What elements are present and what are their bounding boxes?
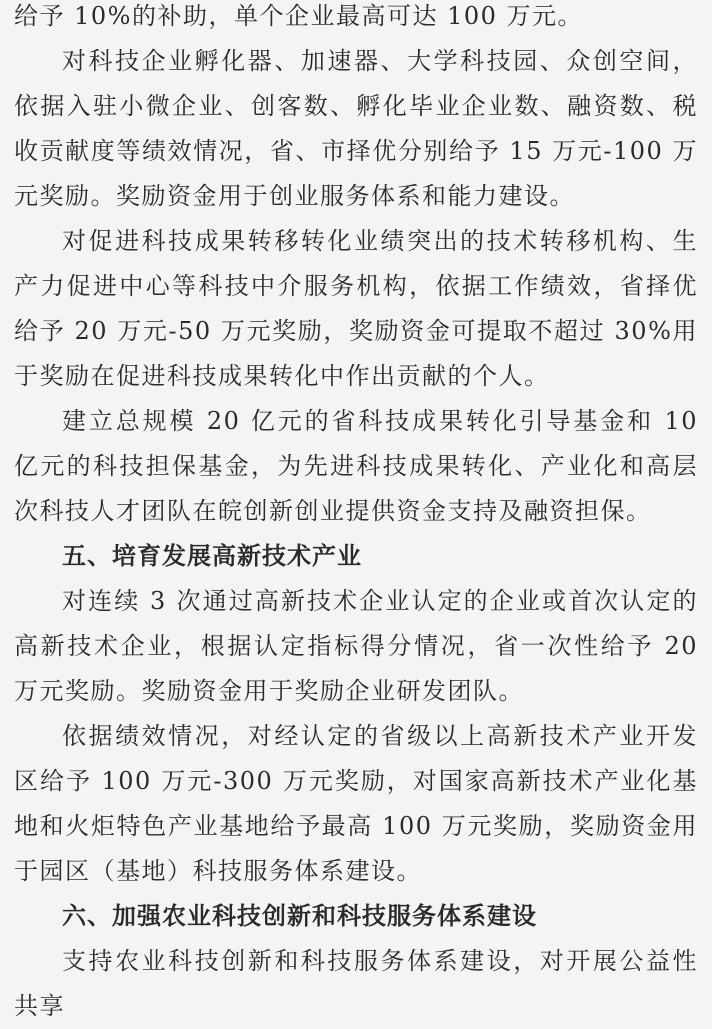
paragraph-agri-tech: 支持农业科技创新和科技服务体系建设，对开展公益性共享 (14, 947, 698, 1020)
section-heading-6: 六、加强农业科技创新和科技服务体系建设 (62, 902, 537, 930)
paragraph-incubator-reward: 对科技企业孵化器、加速器、大学科技园、众创空间，依据入驻小微企业、创客数、孵化毕业企业数、融资数、税收贡献度等绩效情况，省、市择优分别给予 15 万元-100 万元奖励。奖励资金用于创业服务体系和能力建设。 (14, 47, 698, 210)
section-heading-5: 五、培育发展高新技术产业 (62, 542, 362, 570)
paragraph-continuation: 给予 10%的补助，单个企业最高可达 100 万元。 (14, 2, 584, 30)
paragraph-guidance-fund: 建立总规模 20 亿元的省科技成果转化引导基金和 10 亿元的科技担保基金，为先进科技成果转化、产业化和高层次科技人才团队在皖创新创业提供资金支持及融资担保。 (14, 407, 698, 525)
paragraph-tech-transfer-reward: 对促进科技成果转移转化业绩突出的技术转移机构、生产力促进中心等科技中介服务机构，依据工作绩效，省择优给予 20 万元-50 万元奖励，奖励资金可提取不超过 30%用于奖励在促进科技成果转化中作出贡献的个人。 (14, 227, 698, 390)
document-body (14, 0, 698, 1029)
paragraph-high-tech-zone: 依据绩效情况，对经认定的省级以上高新技术产业开发区给予 100 万元-300 万元奖励，对国家高新技术产业化基地和火炬特色产业基地给予最高 100 万元奖励，奖励资金用于园区（基地）科技服务体系建设。 (14, 722, 698, 885)
paragraph-high-tech-enterprise: 对连续 3 次通过高新技术企业认定的企业或首次认定的高新技术企业，根据认定指标得分情况，省一次性给予 20 万元奖励。奖励资金用于奖励企业研发团队。 (14, 587, 698, 705)
